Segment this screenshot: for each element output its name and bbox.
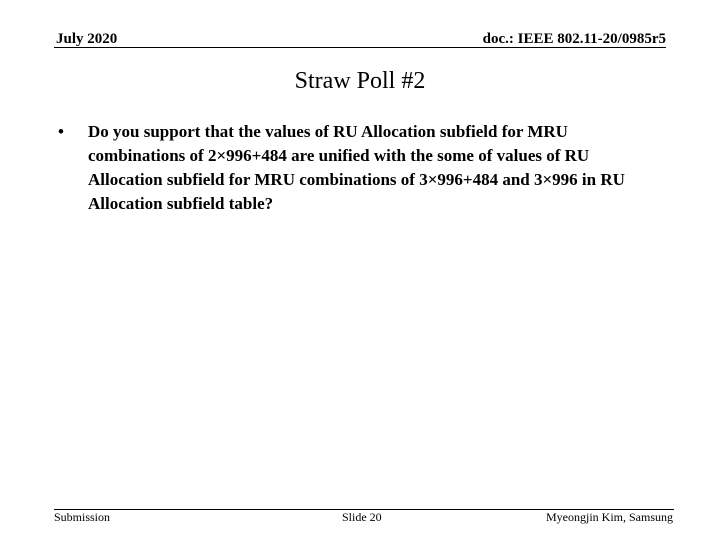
header-date: July 2020 bbox=[56, 31, 118, 47]
bullet-item bbox=[56, 120, 666, 216]
footer-author: Myeongjin Kim, Samsung bbox=[545, 510, 673, 524]
footer-slide-number: Slide 20 bbox=[342, 510, 382, 524]
header-divider bbox=[54, 47, 666, 48]
bullet-list bbox=[56, 120, 666, 216]
bullet-text: Do you support that the values of RU Allocation subfield for MRU combinations of 2×996+484 are unified with the some of values of RU Allocation subfield for MRU combinations of 3×996+484 and 3×996 in RU Allocation subfield table? bbox=[88, 122, 625, 213]
header-doc-id: doc.: IEEE 802.11-20/0985r5 bbox=[482, 31, 666, 47]
footer-submission: Submission bbox=[54, 510, 111, 524]
bullet-marker: • bbox=[58, 122, 64, 141]
slide-title: Straw Poll #2 bbox=[294, 68, 426, 94]
